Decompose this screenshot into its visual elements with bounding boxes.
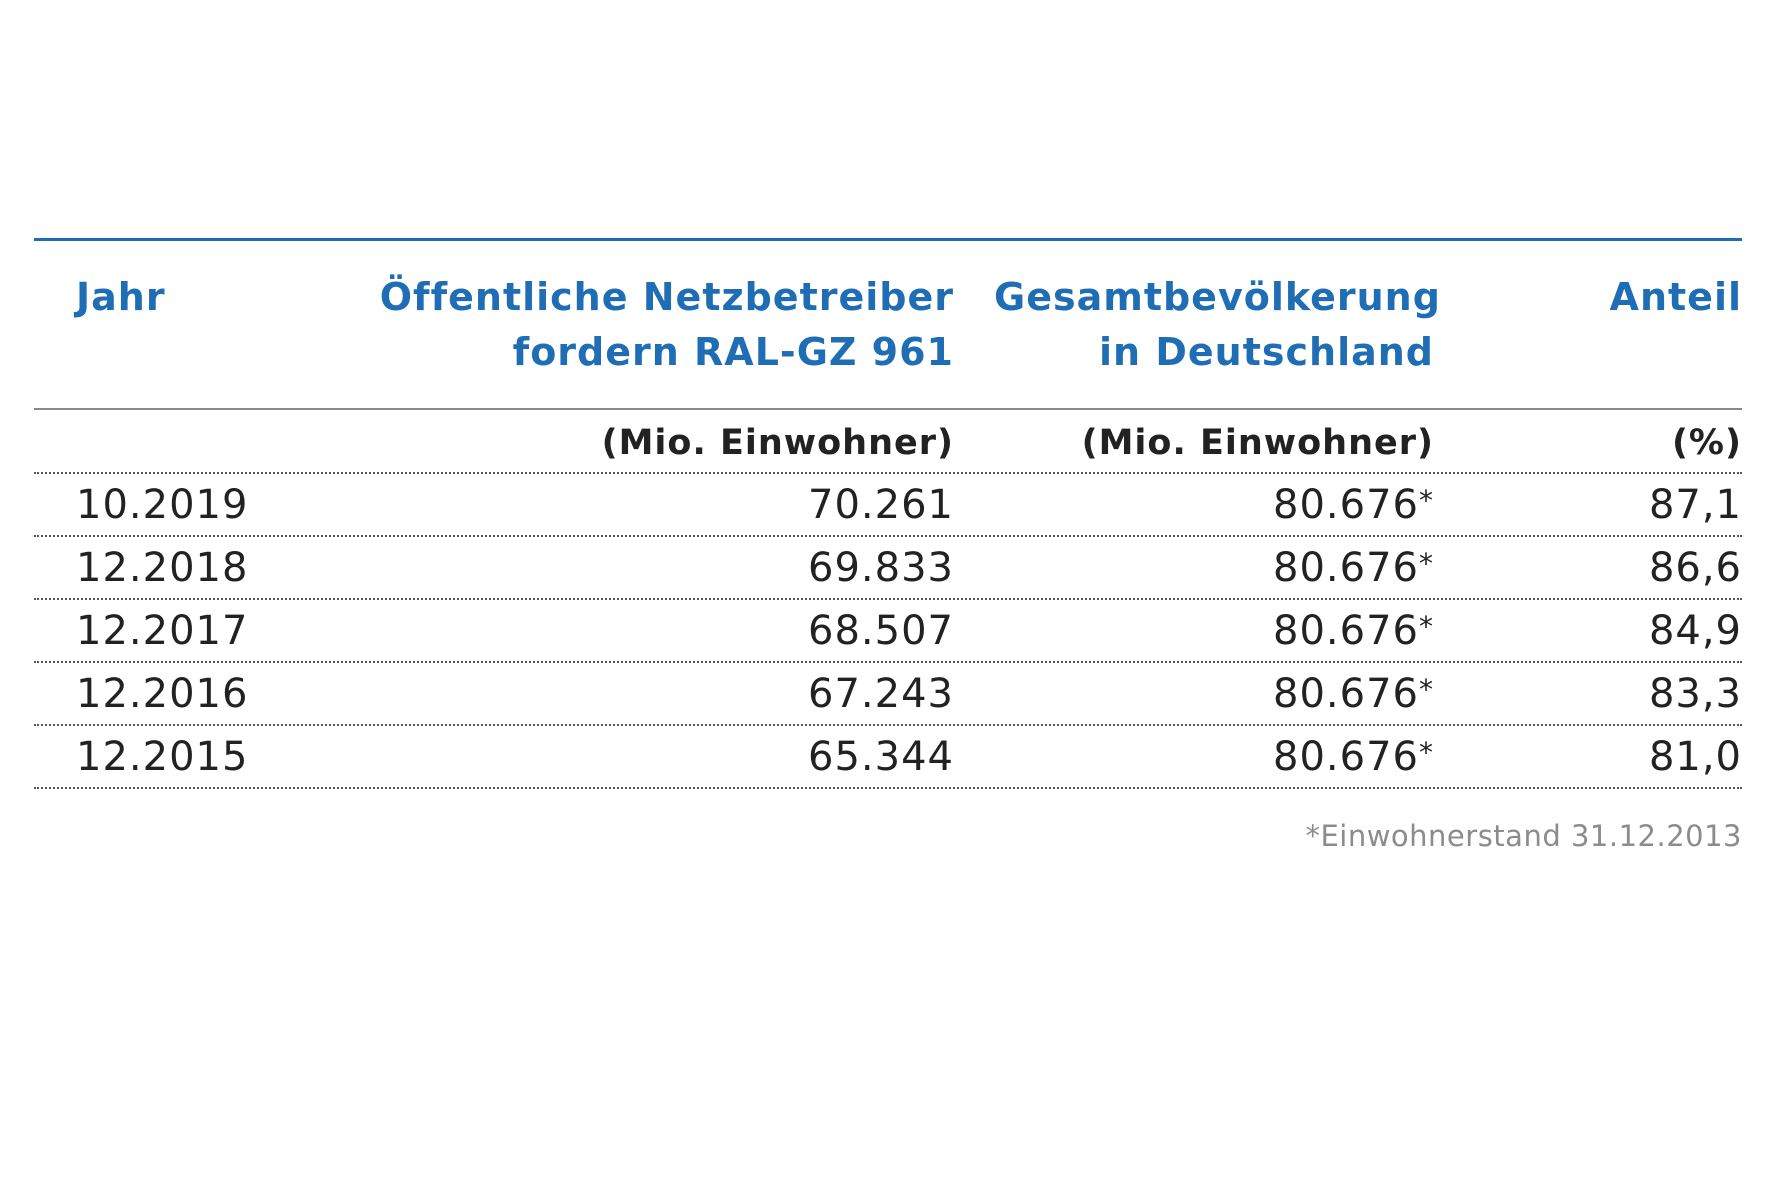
population-value: 80.676 — [1273, 482, 1419, 528]
footnote-marker: * — [1419, 547, 1434, 580]
cell-population — [994, 543, 1434, 593]
cell-share: 81,0 — [1648, 734, 1742, 780]
row-divider — [34, 535, 1742, 537]
cell-year: 12.2016 — [76, 671, 249, 717]
row-divider — [34, 472, 1742, 474]
header-operators: Öffentliche Netzbetreiber fordern RAL-GZ 961 — [379, 275, 954, 374]
population-value: 80.676 — [1273, 671, 1419, 717]
footnote: *Einwohnerstand 31.12.2013 — [1305, 819, 1742, 853]
cell-operators: 69.833 — [808, 545, 954, 591]
unit-operators: (Mio. Einwohner) — [601, 423, 954, 463]
cell-share: 86,6 — [1648, 545, 1742, 591]
cell-share: 84,9 — [1648, 608, 1742, 654]
cell-share: 83,3 — [1648, 671, 1742, 717]
cell-operators: 67.243 — [808, 671, 954, 717]
unit-population: (Mio. Einwohner) — [1081, 423, 1434, 463]
cell-operators: 68.507 — [808, 608, 954, 654]
cell-population — [994, 606, 1434, 656]
cell-operators: 70.261 — [808, 482, 954, 528]
unit-share: (%) — [1671, 423, 1742, 463]
cell-operators: 65.344 — [808, 734, 954, 780]
header-year: Jahr — [76, 275, 166, 319]
header-population: Gesamtbevölkerung in Deutschland — [994, 275, 1441, 374]
footnote-marker: * — [1419, 673, 1434, 706]
population-value: 80.676 — [1273, 608, 1419, 654]
footnote-marker: * — [1419, 484, 1434, 517]
population-value: 80.676 — [1273, 545, 1419, 591]
footnote-marker: * — [1419, 736, 1434, 769]
cell-year: 12.2018 — [76, 545, 249, 591]
row-divider — [34, 598, 1742, 600]
table-top-rule — [34, 238, 1742, 241]
header-separator — [34, 408, 1742, 410]
population-value: 80.676 — [1273, 734, 1419, 780]
row-divider — [34, 724, 1742, 726]
cell-year: 12.2017 — [76, 608, 249, 654]
cell-year: 10.2019 — [76, 482, 249, 528]
cell-population — [994, 732, 1434, 782]
header-share: Anteil — [1609, 275, 1742, 319]
cell-population — [994, 480, 1434, 530]
cell-share: 87,1 — [1648, 482, 1742, 528]
row-divider — [34, 787, 1742, 789]
footnote-marker: * — [1419, 610, 1434, 643]
row-divider — [34, 661, 1742, 663]
cell-year: 12.2015 — [76, 734, 249, 780]
cell-population — [994, 669, 1434, 719]
